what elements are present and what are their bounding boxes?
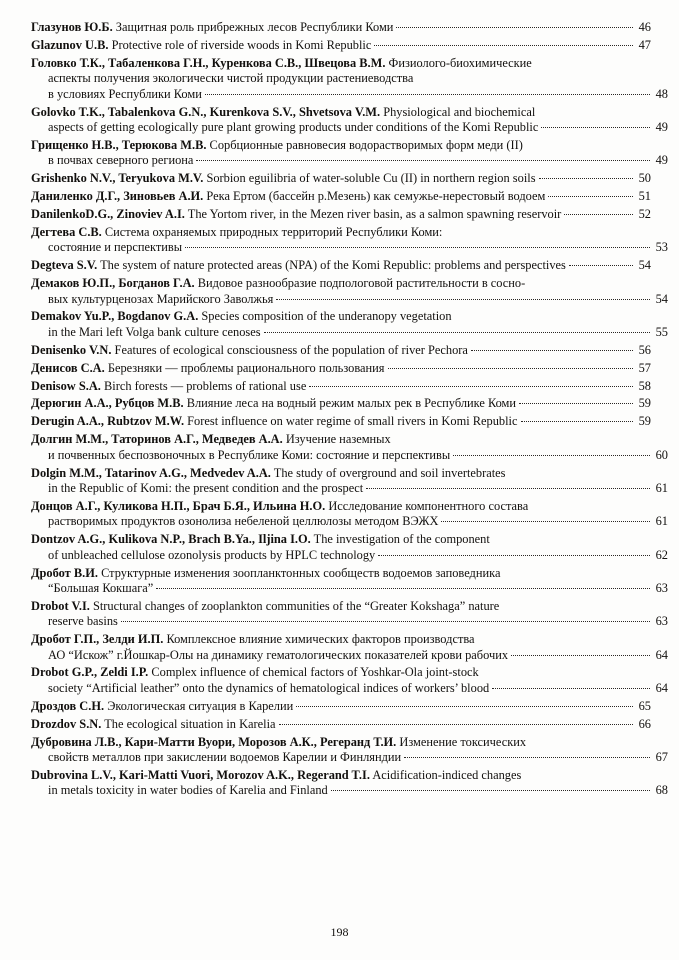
toc-entry-title: The investigation of the component [310, 532, 490, 547]
toc-entry-authors: Дерюгин А.А., Рубцов М.В. [31, 396, 184, 411]
toc-entry[interactable] [31, 309, 668, 340]
toc-entry-title: Влияние леса на водный режим малых рек в Республике Коми [183, 396, 517, 411]
toc-entry-title: “Большая Кокшага” [48, 580, 154, 595]
toc-page-number: 58 [638, 378, 651, 393]
toc-entry-title: reserve basins [48, 614, 118, 629]
toc-entry-text [31, 189, 545, 204]
toc-entry-text [48, 648, 508, 663]
toc-entry-authors: Денисов С.А. [31, 360, 105, 375]
toc-entry-text [31, 105, 535, 120]
toc-entry-text [31, 414, 518, 429]
toc-entry-authors: Drozdov S.N. [31, 716, 102, 731]
toc-leader-dots [569, 265, 633, 266]
toc-entry-text [31, 735, 526, 750]
toc-leader-dots [511, 655, 650, 656]
toc-leader-dots [196, 160, 650, 161]
toc-page-number: 68 [655, 783, 668, 798]
toc-entry-line [31, 153, 668, 168]
toc-entry-text [48, 581, 153, 596]
toc-leader-dots [541, 127, 650, 128]
toc-entry-authors: Glazunov U.B. [31, 37, 109, 52]
toc-entry-authors: Grishenko N.V., Teryukova M.V. [31, 171, 204, 186]
toc-page-number: 55 [655, 324, 668, 339]
toc-entry-title: Физиолого-биохимические [385, 55, 532, 70]
toc-entry-line [31, 379, 651, 394]
toc-entry-line [31, 71, 668, 86]
toc-entry-text [48, 292, 273, 307]
toc-entry-line [31, 240, 668, 255]
toc-entry-title: состояние и перспективы [48, 240, 183, 255]
toc-entry-text [31, 566, 500, 581]
toc-leader-dots [548, 196, 633, 197]
toc-entry-title: свойств металлов при закислении водоемов Карелии и Финляндии [48, 749, 402, 764]
toc-leader-dots [331, 790, 650, 791]
toc-entry-authors: Drobot G.P., Zeldi I.P. [31, 665, 149, 680]
toc-entry-line [31, 566, 651, 581]
toc-entry-text [31, 343, 468, 358]
toc-entry-text [48, 448, 450, 463]
toc-entry[interactable] [31, 414, 651, 429]
toc-entry[interactable] [31, 632, 668, 663]
toc-entry-title: Acidification-indiced changes [369, 767, 522, 782]
toc-entry[interactable] [31, 20, 651, 35]
toc-page-number: 67 [655, 749, 668, 764]
toc-entry-authors: Dolgin M.M., Tatarinov A.G., Medvedev A.A. [31, 465, 271, 480]
toc-leader-dots [519, 403, 633, 404]
toc-leader-dots [121, 621, 650, 622]
toc-entry[interactable] [31, 598, 668, 630]
toc-entry[interactable] [31, 396, 651, 411]
toc-entry-authors: Донцов А.Г., Куликова Н.П., Брач Б.Я., Ильина Н.О. [31, 498, 326, 513]
toc-entry-title: вых культурценозах Марийского Заволжья [48, 291, 274, 306]
toc-entry-title: Защитная роль прибрежных лесов Республики Коми [112, 20, 394, 34]
toc-leader-dots [388, 368, 634, 369]
toc-entry-title: в почвах северного региона [48, 153, 194, 168]
toc-entry-title: Protective role of riverside woods in Komi Republic [108, 37, 372, 52]
toc-entry-line [31, 343, 651, 358]
toc-entry-text [31, 171, 536, 186]
toc-entry-text [48, 120, 538, 135]
toc-entry-line [31, 292, 668, 307]
toc-entry-title: Изучение наземных [282, 432, 391, 447]
toc-leader-dots [396, 27, 633, 28]
toc-entry-title: в условиях Республики Коми [48, 86, 202, 101]
toc-leader-dots [404, 757, 650, 758]
toc-leader-dots [264, 332, 650, 333]
toc-entry[interactable] [31, 207, 651, 222]
toc-entry-title: Physiological and biochemical [380, 104, 536, 119]
toc-leader-dots [378, 555, 650, 556]
toc-entry-line [31, 87, 668, 102]
toc-entry-title: Экологическая ситуация в Карелии [104, 698, 294, 713]
toc-entry-authors: Грищенко Н.В., Терюкова М.В. [31, 137, 207, 152]
toc-entry[interactable] [31, 717, 651, 732]
toc-entry-line [31, 735, 651, 750]
toc-page-number: 50 [638, 171, 651, 186]
table-of-contents [31, 20, 668, 801]
toc-entry[interactable] [31, 379, 651, 394]
toc-entry-authors: Denisenko V.N. [31, 342, 112, 357]
toc-entry-authors: Drobot V.I. [31, 598, 90, 613]
toc-entry-title: The ecological situation in Karelia [101, 716, 276, 731]
toc-entry-line [31, 717, 651, 732]
toc-entry[interactable] [31, 343, 651, 358]
toc-entry-line [31, 648, 668, 663]
toc-entry-line [31, 171, 651, 186]
toc-page-number: 62 [655, 547, 668, 562]
toc-entry-title: in metals toxicity in water bodies of Karelia and Finland [48, 783, 328, 798]
toc-entry-line [31, 361, 651, 376]
toc-entry-authors: Degteva S.V. [31, 258, 98, 273]
toc-entry-text [31, 56, 532, 71]
toc-entry[interactable] [31, 104, 668, 136]
toc-page-number: 65 [638, 698, 651, 713]
toc-entry-line [31, 207, 651, 222]
toc-entry-text [48, 87, 202, 102]
toc-entry-text [31, 309, 452, 324]
toc-entry-title: The study of overground and soil invertebrates [270, 465, 506, 480]
toc-leader-dots [276, 299, 650, 300]
toc-entry-text [31, 432, 391, 447]
toc-entry-line [31, 258, 651, 273]
toc-entry-authors: Глазунов Ю.Б. [31, 20, 113, 34]
toc-page-number: 54 [655, 291, 668, 306]
toc-entry-text [31, 768, 521, 783]
toc-entry-text [31, 379, 306, 394]
toc-entry-line [31, 599, 651, 614]
toc-entry-line [31, 466, 651, 481]
toc-entry-line [31, 120, 668, 135]
toc-leader-dots [539, 178, 633, 179]
toc-entry-text [31, 138, 523, 153]
toc-leader-dots [521, 421, 634, 422]
toc-page-number: 61 [655, 480, 668, 495]
toc-entry-line [31, 548, 668, 563]
toc-leader-dots [492, 688, 650, 689]
toc-entry-line [31, 432, 651, 447]
toc-entry-title: Сорбционные равновесия водорастворимых форм меди (II) [206, 137, 523, 152]
toc-entry-text [48, 514, 438, 529]
toc-entry-authors: Дроздов С.Н. [31, 698, 105, 713]
toc-leader-dots [156, 588, 650, 589]
toc-entry-line [31, 189, 651, 204]
toc-page-number: 49 [655, 119, 668, 134]
toc-entry[interactable] [31, 465, 668, 497]
toc-entry-text [31, 20, 393, 35]
toc-page-number: 59 [638, 414, 651, 429]
toc-page-number: 54 [638, 258, 651, 273]
toc-entry-text [48, 548, 375, 563]
toc-entry-title: Система охраняемых природных территорий Республики Коми: [101, 224, 443, 239]
toc-entry-text [48, 750, 401, 765]
toc-entry[interactable] [31, 224, 668, 256]
toc-entry-authors: Демаков Ю.П., Богданов Г.А. [31, 276, 195, 291]
toc-entry-text [31, 258, 566, 273]
toc-entry-authors: DanilenkoD.G., Zinoviev A.I. [31, 206, 185, 221]
toc-entry-title: аспекты получения экологически чистой продукции растениеводства [48, 71, 414, 86]
toc-page-number: 49 [655, 153, 668, 168]
toc-entry-text [31, 225, 442, 240]
toc-entry[interactable] [31, 258, 651, 273]
toc-leader-dots [296, 706, 633, 707]
toc-entry-authors: Дробот Г.П., Зелди И.П. [31, 632, 164, 647]
toc-page-number: 52 [638, 206, 651, 221]
toc-entry-text [31, 599, 499, 614]
toc-leader-dots [279, 724, 633, 725]
toc-entry-line [31, 481, 668, 496]
toc-entry-authors: Дегтева С.В. [31, 224, 102, 239]
toc-entry-title: и почвенных беспозвоночных в Республике Коми: состояние и перспективы [48, 447, 451, 462]
toc-entry-line [31, 783, 668, 798]
toc-leader-dots [374, 45, 633, 46]
toc-entry-line [31, 325, 668, 340]
toc-entry-text [31, 207, 561, 222]
toc-entry-text [48, 481, 363, 496]
toc-entry-line [31, 56, 651, 71]
toc-entry-text [31, 532, 490, 547]
toc-entry-text [31, 466, 505, 481]
toc-entry-authors: Dontzov A.G., Kulikova N.P., Brach B.Ya., Iljina I.O. [31, 532, 311, 547]
toc-entry[interactable] [31, 38, 651, 53]
toc-entry-line [31, 532, 651, 547]
toc-entry[interactable] [31, 767, 668, 799]
toc-entry-title: Features of ecological consciousness of the population of river Pechora [111, 342, 468, 357]
toc-leader-dots [564, 214, 633, 215]
toc-entry-authors: Головко Т.К., Табаленкова Г.Н., Куренкова С.В., Швецова В.М. [31, 55, 386, 70]
toc-entry-text [31, 665, 479, 680]
toc-page-number: 63 [655, 580, 668, 595]
toc-entry-text [48, 153, 193, 168]
toc-entry[interactable] [31, 734, 668, 766]
toc-leader-dots [205, 94, 650, 95]
toc-entry-authors: Дубровина Л.В., Кари-Матти Вуори, Морозов А.К., Регеранд Т.И. [31, 734, 397, 749]
toc-entry-title: in the Republic of Komi: the present condition and the prospect [48, 480, 364, 495]
toc-page-number: 60 [655, 447, 668, 462]
toc-entry-title: in the Mari left Volga bank culture cenoses [48, 324, 261, 339]
toc-entry-title: растворимых продуктов озонолиза небеленой целлюлозы методом ВЭЖХ [48, 514, 439, 529]
toc-entry[interactable] [31, 699, 651, 714]
toc-entry-text [31, 396, 516, 411]
toc-entry-title: Видовое разнообразие подпологовой растительности в сосно- [194, 276, 526, 291]
toc-entry-line [31, 225, 651, 240]
toc-page-number: 47 [638, 37, 651, 52]
toc-entry-authors: Demakov Yu.P., Bogdanov G.A. [31, 309, 199, 324]
toc-entry-text [48, 614, 118, 629]
toc-entry[interactable] [31, 532, 668, 563]
toc-entry-line [31, 20, 651, 35]
toc-entry-title: Structural changes of zooplankton communities of the “Greater Kokshaga” nature [89, 598, 500, 613]
toc-page-number: 59 [638, 396, 651, 411]
toc-entry-line [31, 499, 651, 514]
toc-page-number: 63 [655, 614, 668, 629]
toc-entry-title: Изменение токсических [396, 734, 527, 749]
toc-entry-line [31, 105, 651, 120]
toc-page-number: 61 [655, 514, 668, 529]
toc-entry[interactable] [31, 498, 668, 530]
toc-entry-line [31, 699, 651, 714]
toc-entry-line [31, 448, 668, 463]
toc-leader-dots [471, 350, 633, 351]
toc-entry-title: The Yortom river, in the Mezen river basin, as a salmon spawning reservoir [184, 206, 562, 221]
page-number: 198 [330, 925, 349, 939]
toc-entry-title: Река Ертом (бассейн р.Мезень) как семужье-нерестовый водоем [203, 189, 546, 204]
toc-entry-line [31, 38, 651, 53]
toc-entry-line [31, 514, 668, 529]
toc-entry-text [31, 699, 293, 714]
toc-entry-text [31, 276, 525, 291]
toc-page-number: 56 [638, 342, 651, 357]
toc-leader-dots [185, 247, 650, 248]
toc-entry[interactable] [31, 276, 668, 307]
toc-entry-line [31, 581, 668, 596]
toc-entry[interactable] [31, 361, 651, 376]
toc-entry-authors: Дробот В.И. [31, 565, 98, 580]
toc-entry-title: АО “Искож” г.Йошкар-Олы на динамику гематологических показателей крови рабочих [48, 647, 509, 662]
toc-entry-title: Березняки — проблемы рационального пользования [104, 360, 385, 375]
toc-entry[interactable] [31, 189, 651, 204]
toc-entry-title: Species composition of the underanopy vegetation [198, 309, 452, 324]
toc-entry-text [48, 681, 489, 696]
toc-entry-line [31, 681, 668, 696]
toc-entry-line [31, 414, 651, 429]
toc-entry[interactable] [31, 171, 651, 186]
toc-entry-line [31, 396, 651, 411]
toc-entry[interactable] [31, 565, 668, 597]
toc-leader-dots [453, 455, 650, 456]
toc-entry-authors: Golovko T.K., Tabalenkova G.N., Kurenkova S.V., Shvetsova V.M. [31, 104, 381, 119]
toc-page-number: 48 [655, 86, 668, 101]
toc-entry[interactable] [31, 55, 668, 102]
toc-page-number: 57 [638, 360, 651, 375]
toc-page-number: 51 [638, 189, 651, 204]
toc-entry-authors: Долгин М.М., Таторинов А.Г., Медведев А.А. [31, 432, 283, 447]
toc-entry-text [31, 632, 475, 647]
toc-entry-text [48, 71, 413, 86]
toc-entry-line [31, 614, 668, 629]
toc-page-number: 64 [655, 647, 668, 662]
toc-page-number: 64 [655, 680, 668, 695]
toc-entry-authors: Derugin A.A., Rubtzov M.W. [31, 414, 185, 429]
toc-entry-line [31, 768, 651, 783]
toc-entry-line [31, 632, 651, 647]
toc-leader-dots [309, 386, 633, 387]
toc-entry-line [31, 138, 651, 153]
toc-entry-title: aspects of getting ecologically pure plant growing products under conditions of the Komi Republic [48, 119, 539, 134]
toc-entry-text [31, 499, 528, 514]
toc-page-number: 53 [655, 240, 668, 255]
toc-entry-title: of unbleached cellulose ozonolysis products by HPLC technology [48, 547, 376, 562]
toc-entry-text [31, 38, 371, 53]
toc-entry-authors: Denisow S.A. [31, 378, 101, 393]
toc-entry-title: Структурные изменения зоопланктонных сообществ водоемов заповедника [97, 565, 501, 580]
toc-leader-dots [366, 488, 650, 489]
toc-page-number: 66 [638, 716, 651, 731]
toc-entry-title: Forest influence on water regime of small rivers in Komi Republic [184, 414, 518, 429]
toc-entry[interactable] [31, 432, 668, 463]
toc-entry-line [31, 665, 651, 680]
toc-entry-text [48, 783, 328, 798]
toc-entry-line [31, 309, 651, 324]
toc-entry[interactable] [31, 665, 668, 696]
toc-entry-title: Sorbion eguilibria of water-soluble Cu (II) in northern region soils [203, 171, 536, 186]
toc-entry-text [48, 240, 182, 255]
toc-entry-title: The system of nature protected areas (NPA) of the Komi Republic: problems and perspectives [97, 258, 566, 273]
toc-leader-dots [441, 521, 650, 522]
toc-page-number: 46 [638, 20, 651, 34]
toc-entry-title: Исследование компонентного состава [325, 498, 529, 513]
toc-entry-title: society “Artificial leather” onto the dynamics of hematological indices of workers’ blood [48, 680, 490, 695]
toc-entry-title: Birch forests — problems of rational use [100, 378, 307, 393]
toc-entry[interactable] [31, 137, 668, 169]
toc-entry-line [31, 750, 668, 765]
toc-entry-line [31, 276, 651, 291]
toc-entry-title: Complex influence of chemical factors of Yoshkar-Ola joint-stock [148, 665, 479, 680]
toc-entry-title: Комплексное влияние химических факторов производства [163, 632, 475, 647]
toc-entry-authors: Dubrovina L.V., Kari-Matti Vuori, Morozov A.K., Regerand T.I. [31, 767, 370, 782]
toc-entry-text [31, 361, 385, 376]
toc-entry-text [31, 717, 276, 732]
toc-entry-authors: Даниленко Д.Г., Зиновьев А.И. [31, 189, 204, 204]
toc-entry-text [48, 325, 261, 340]
